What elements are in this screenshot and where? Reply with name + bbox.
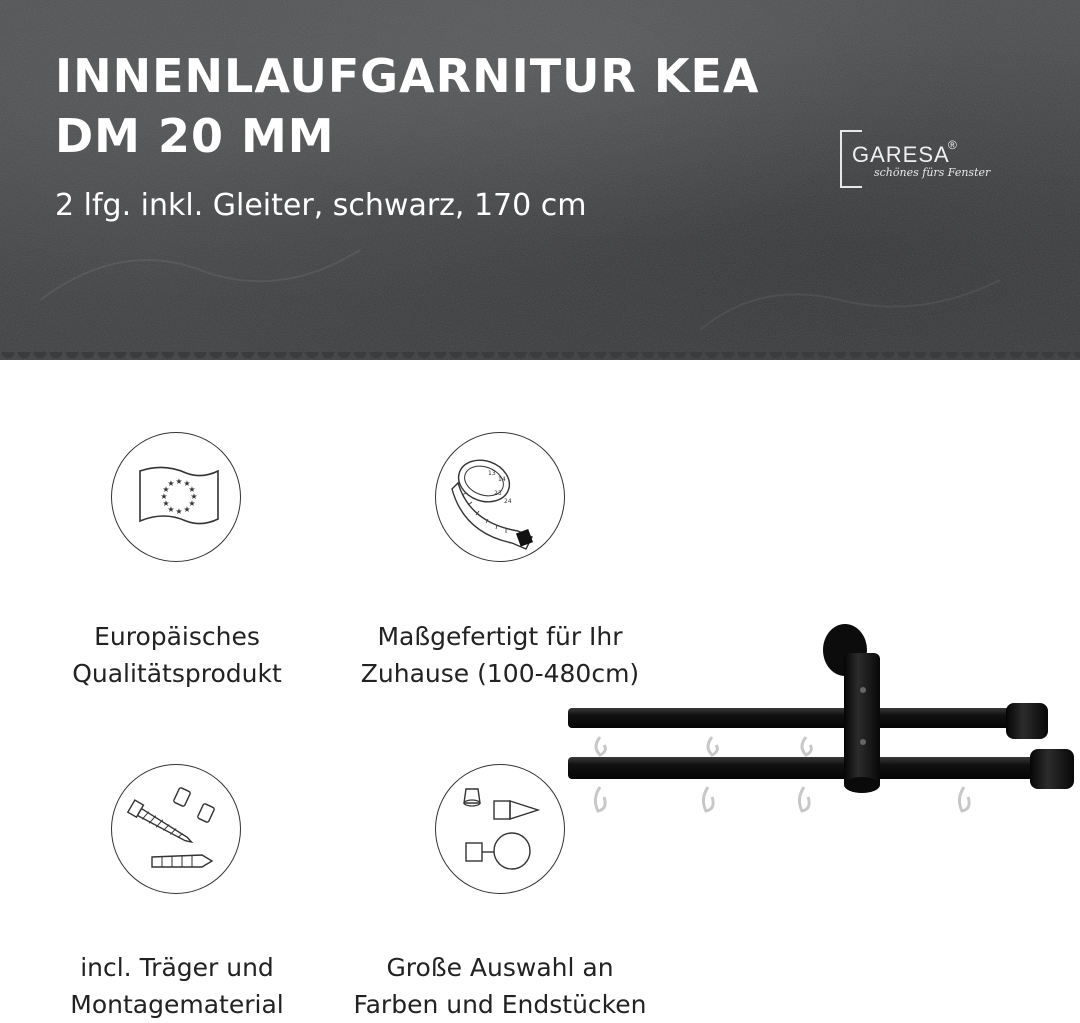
mounting-hardware-icon [112,765,242,895]
tape-number: 14 [498,476,506,483]
feature-icon-circle [111,764,241,894]
tape-number: 13 [488,470,496,477]
bracket-post [844,653,880,789]
svg-text:★: ★ [160,492,168,501]
measuring-tape-icon [436,433,566,563]
feature-mounting-included [27,762,327,1022]
header-banner [0,0,1080,360]
logo-brand-name: GARESA [852,142,950,167]
feature-icon-circle [111,432,241,562]
svg-text:★: ★ [162,485,170,494]
feature-icon-circle [435,764,565,894]
page-title [55,46,760,166]
eu-flag-icon [112,433,242,563]
feature-label [27,618,327,692]
feature-label-line-1: Europäisches [94,622,260,651]
feature-european-quality [27,430,327,700]
feature-label-line-1: incl. Träger und [80,953,274,982]
logo-tagline: schönes fürs Fenster [874,166,991,179]
feature-label-line-2: Montagematerial [70,990,284,1019]
svg-text:★: ★ [183,505,191,514]
brand-logo [838,128,998,192]
curtain-rod-illustration [560,615,1080,840]
feature-label-line-1: Große Auswahl an [386,953,614,982]
feature-label-line-2: Qualitätsprodukt [72,659,282,688]
feature-label [27,949,327,1023]
rod-front [568,708,1013,728]
svg-text:★: ★ [167,479,175,488]
feature-label-line-2: Zuhause (100-480cm) [360,659,640,688]
feature-label-line-2: Farben und Endstücken [353,990,647,1019]
tape-number: 23 [494,490,502,497]
feature-icon-circle [435,432,565,562]
end-cap-front [1006,703,1048,739]
subtitle: 2 lfg. inkl. Gleiter, schwarz, 170 cm [55,188,587,223]
end-cap-back [1030,749,1074,789]
svg-text:★: ★ [188,485,196,494]
svg-text:★: ★ [167,505,175,514]
title-line-1: INNENLAUFGARNITUR KEA [55,49,760,103]
feature-label-line-1: Maßgefertigt für Ihr [377,622,623,651]
title-line-2: DM 20 MM [55,109,335,163]
finials-icon [436,765,566,895]
svg-text:★: ★ [162,499,170,508]
svg-text:★: ★ [175,477,183,486]
tape-number: 24 [504,498,512,505]
feature-label [350,949,650,1023]
logo-registered-mark: ® [948,138,957,152]
svg-text:★: ★ [188,499,196,508]
svg-text:★: ★ [183,479,191,488]
svg-text:★: ★ [175,507,183,516]
rod-back [568,757,1038,779]
svg-text:★: ★ [190,492,198,501]
